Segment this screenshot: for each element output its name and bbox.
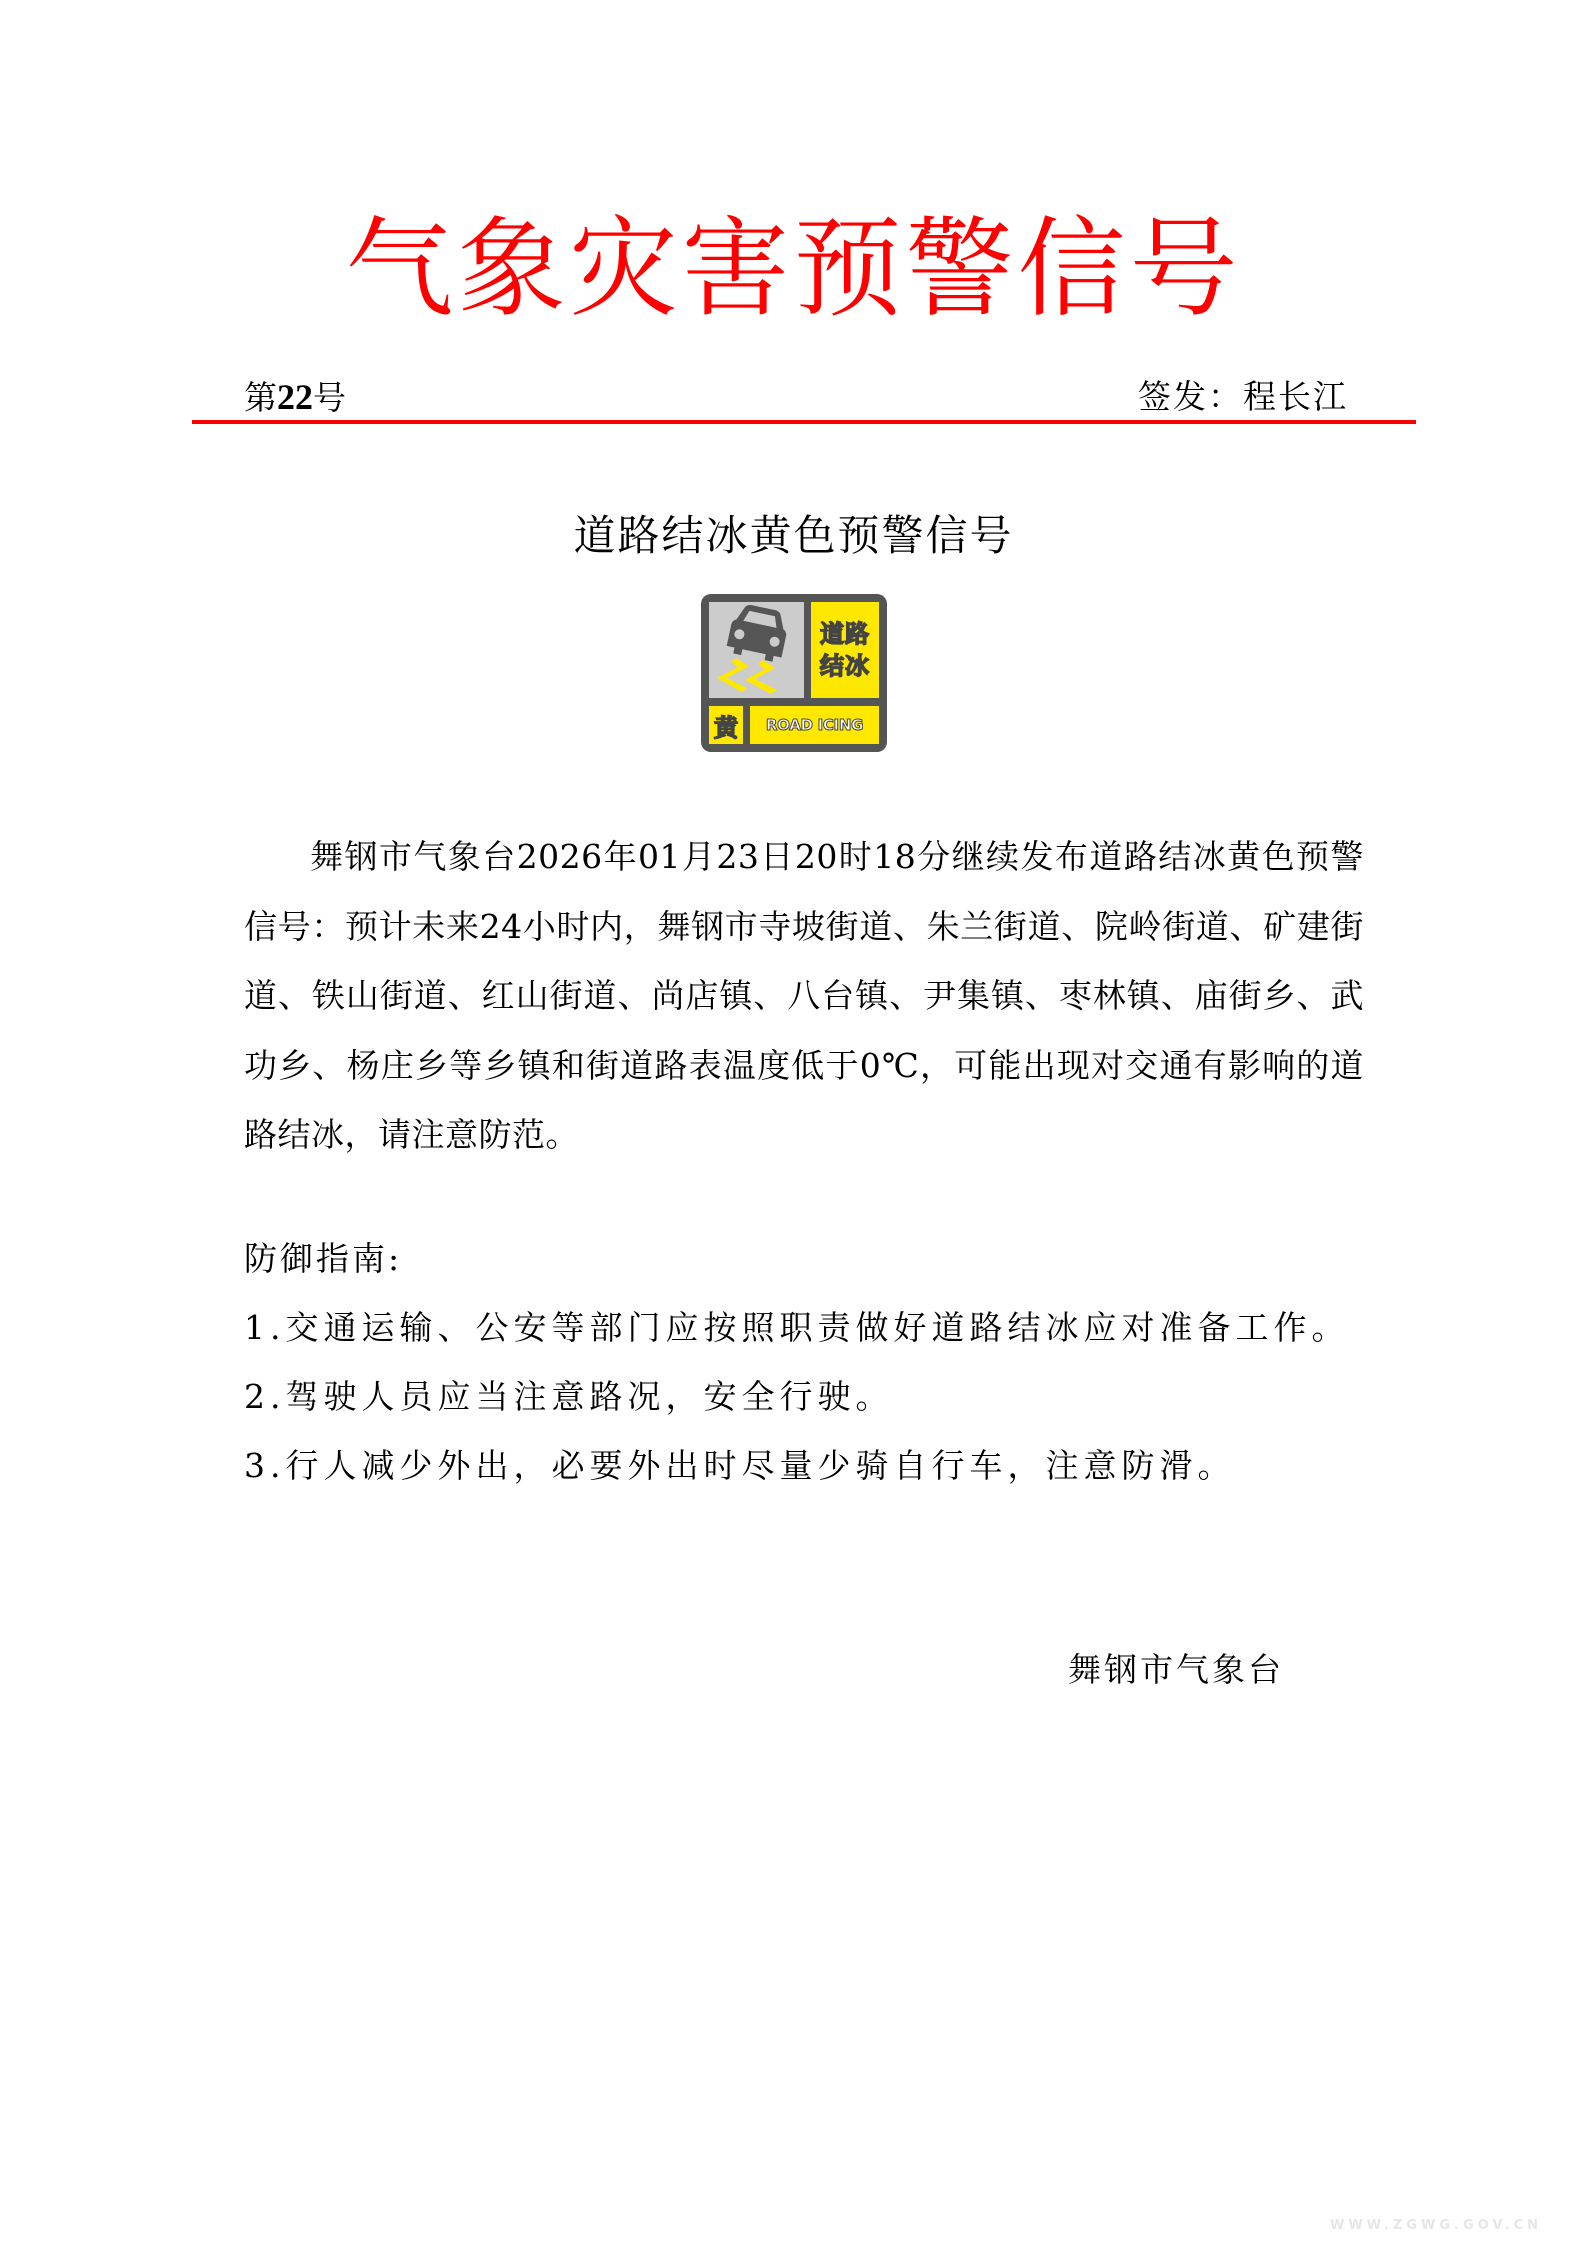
signal-type-label xyxy=(811,602,879,698)
defense-guide-item: 3.行人减少外出，必要外出时尽量少骑自行车，注意防滑。 xyxy=(244,1446,1236,1485)
header-divider xyxy=(192,420,1416,424)
signal-level-label: 黄 xyxy=(709,706,743,744)
signal-english-label: ROAD ICING xyxy=(750,706,879,744)
car-skid-icon xyxy=(709,602,804,698)
document-number-value: 22 xyxy=(277,377,313,417)
signer: 签发：程长江 xyxy=(1138,377,1348,416)
document-number-suffix: 号 xyxy=(313,378,346,417)
document-title: 道路结冰黄色预警信号 xyxy=(573,511,1014,560)
signal-type-line2: 结冰 xyxy=(820,652,870,680)
signal-type-line1: 道路 xyxy=(820,620,870,648)
document-number xyxy=(244,375,346,420)
defense-guide-item: 1.交通运输、公安等部门应按照职责做好道路结冰应对准备工作。 xyxy=(244,1308,1350,1347)
road-icing-signal-icon xyxy=(701,594,887,752)
warning-body-paragraph: 舞钢市气象台2026年01月23日20时18分继续发布道路结冰黄色预警信号：预计未来24小时内，舞钢市寺坡街道、朱兰街道、院岭街道、矿建街道、铁山街道、红山街道、尚店镇、八台镇、尹集镇、枣林镇、庙街乡、武功乡、杨庄乡等乡镇和街道路表温度低于0℃，可能出现对交通有影响的道路结冰，请注意防范。 xyxy=(244,837,1364,1154)
defense-guide-list xyxy=(244,1306,1350,1513)
site-watermark: WWW.ZGWG.GOV.CN xyxy=(1330,2218,1543,2233)
document-number-prefix: 第 xyxy=(244,378,277,417)
issuing-agency: 舞钢市气象台 xyxy=(1068,1650,1284,1689)
defense-guide-heading: 防御指南: xyxy=(244,1239,403,1278)
masthead-title: 气象灾害预警信号 xyxy=(345,207,1242,332)
defense-guide-item: 2.驾驶人员应当注意路况，安全行驶。 xyxy=(244,1377,894,1416)
